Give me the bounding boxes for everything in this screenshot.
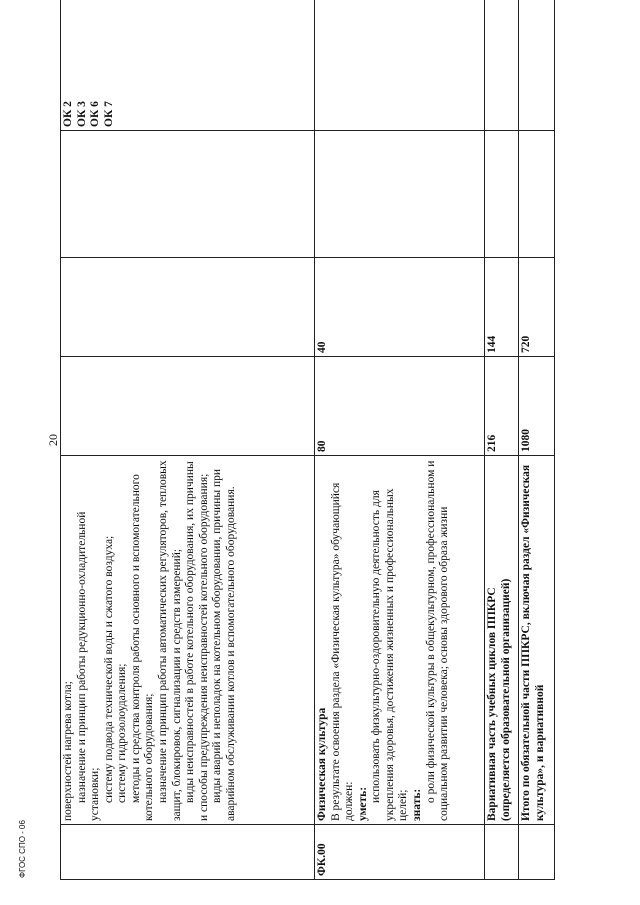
var-subtitle: (определяется образовательной организацией): [499, 578, 512, 821]
discipline-cell: [61, 131, 315, 258]
var-hours-max: 216: [485, 357, 519, 456]
fk-hours-obligatory: 40: [315, 258, 485, 357]
fk-title: Физическая культура: [316, 707, 328, 821]
total-hours-obligatory: 720: [519, 258, 555, 357]
table-row-continuation: [61, 0, 315, 880]
competency-code: ОК 7: [102, 101, 115, 127]
competency-code: ОК 3: [75, 101, 88, 127]
footer-code: ФГОС СПО - 06: [18, 820, 27, 878]
total-text: Итого по обязательной части ППКРС, включая раздел «Физическая культура», и вариативной: [519, 456, 555, 825]
curriculum-table: [60, 0, 555, 880]
fk-znat-label: знать:: [410, 788, 423, 821]
fk-competencies-cell: [315, 0, 485, 131]
competencies-cell: [61, 0, 315, 131]
fk-znat-text: о роли физической культуры в общекультурном, профессиональном и социальном развитии человека; основы здорового образа жизни: [424, 460, 451, 821]
content-line: виды аварий и неполадок на котельном оборудовании, причины при аварийном обслуживании котлов и вспомогательного оборудования.: [211, 468, 237, 821]
table-row-total: [519, 0, 555, 880]
page-number: 20: [46, 434, 60, 446]
competency-code: ОК 2: [62, 101, 74, 127]
fk-discipline-cell: [315, 131, 485, 258]
fk-hours-max: 80: [315, 357, 485, 456]
content-line: назначение и принцип работы редукционно-охладительной установки;: [75, 511, 102, 821]
var-discipline-cell: [485, 131, 519, 258]
total-discipline-cell: [519, 131, 555, 258]
total-code-cell: [519, 825, 555, 880]
hours-max-cell: [61, 357, 315, 456]
competency-code: ОК 6: [89, 101, 102, 127]
var-code-cell: [485, 825, 519, 880]
table-row-variative: [485, 0, 519, 880]
content-line: методы и средства контроля работы основного и вспомогательного котельного оборудования;: [129, 474, 156, 821]
var-hours-obligatory: 144: [485, 258, 519, 357]
var-content-cell: [485, 456, 519, 825]
content-line: систему подвода технической воды и сжатого воздуха;: [102, 535, 115, 803]
content-line: виды неисправностей в работе котельного оборудования, их причины и способы предупреждения неисправностей котельного оборудования;: [184, 461, 210, 821]
fk-intro: В результате освоения раздела «Физическая культура» обучающийся должен:: [329, 482, 356, 821]
total-hours-max: 1080: [519, 357, 555, 456]
fk-umet-label: уметь:: [356, 786, 369, 821]
var-competencies-cell: [485, 0, 519, 131]
content-cell: [61, 456, 315, 825]
fk-umet-text: использовать физкультурно-оздоровительную деятельность для укрепления здоровья, достижения жизненных и профессиональных целей;: [370, 488, 410, 821]
code-cell: [61, 825, 315, 880]
table-row-fk: [315, 0, 485, 880]
content-line: систему гидрозолоудаления;: [116, 663, 129, 803]
rotated-table-sheet: [60, 30, 572, 880]
fk-content-cell: [315, 456, 485, 825]
var-title: Вариативная часть учебных циклов ППКРС: [486, 587, 498, 821]
content-line: поверхностей нагрева котла;: [62, 681, 74, 821]
content-line: назначение и принцип работы автоматических регуляторов, тепловых защит, блокировок, сигнализации и средств измерений;: [156, 460, 183, 821]
fk-code: ФК.00: [315, 825, 485, 880]
hours-obligatory-cell: [61, 258, 315, 357]
total-competencies-cell: [519, 0, 555, 131]
